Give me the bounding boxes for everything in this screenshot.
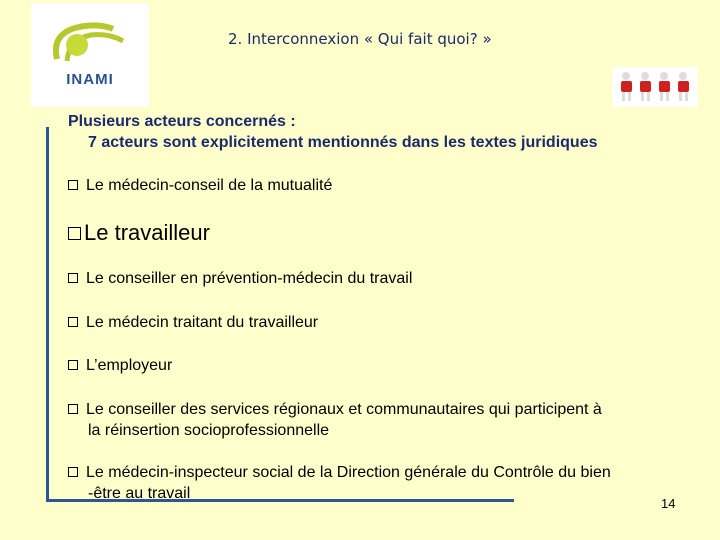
heading-line-2: 7 acteurs sont explicitement mentionnés dans les textes juridiques [88,134,598,151]
list-item [68,268,412,289]
content-heading [68,111,598,153]
accent-vertical-line [46,127,49,500]
list-item-text: Le travailleur [84,220,210,245]
list-item-text: Le conseiller des services régionaux et communautaires qui participent à [86,401,602,418]
inami-logo-icon [47,19,133,69]
inami-logo [31,3,149,107]
checkbox-bullet-icon [68,467,78,477]
list-item [68,462,611,504]
list-item [68,220,210,246]
checkbox-bullet-icon [68,227,81,240]
puzzle-people-image [612,67,698,107]
list-item-text: L’employeur [86,357,173,374]
list-item [68,355,172,376]
checkbox-bullet-icon [68,360,78,370]
slide-title: 2. Interconnexion « Qui fait quoi? » [228,30,492,48]
list-item [68,312,318,333]
checkbox-bullet-icon [68,404,78,414]
list-item-text: Le conseiller en prévention-médecin du travail [86,270,413,287]
list-item-text: Le médecin-conseil de la mutualité [86,177,333,194]
list-item-continuation: -être au travail [88,485,191,502]
list-item [68,399,602,441]
list-item-text: Le médecin traitant du travailleur [86,314,319,331]
logo-text: INAMI [66,71,114,88]
puzzle-people-icon [612,67,698,107]
list-item [68,175,332,196]
checkbox-bullet-icon [68,180,78,190]
heading-line-1: Plusieurs acteurs concernés : [68,113,296,130]
page-number: 14 [661,496,676,511]
checkbox-bullet-icon [68,273,78,283]
list-item-continuation: la réinsertion socioprofessionnelle [88,422,330,439]
list-item-text: Le médecin-inspecteur social de la Direction générale du Contrôle du bien [86,464,611,481]
checkbox-bullet-icon [68,317,78,327]
